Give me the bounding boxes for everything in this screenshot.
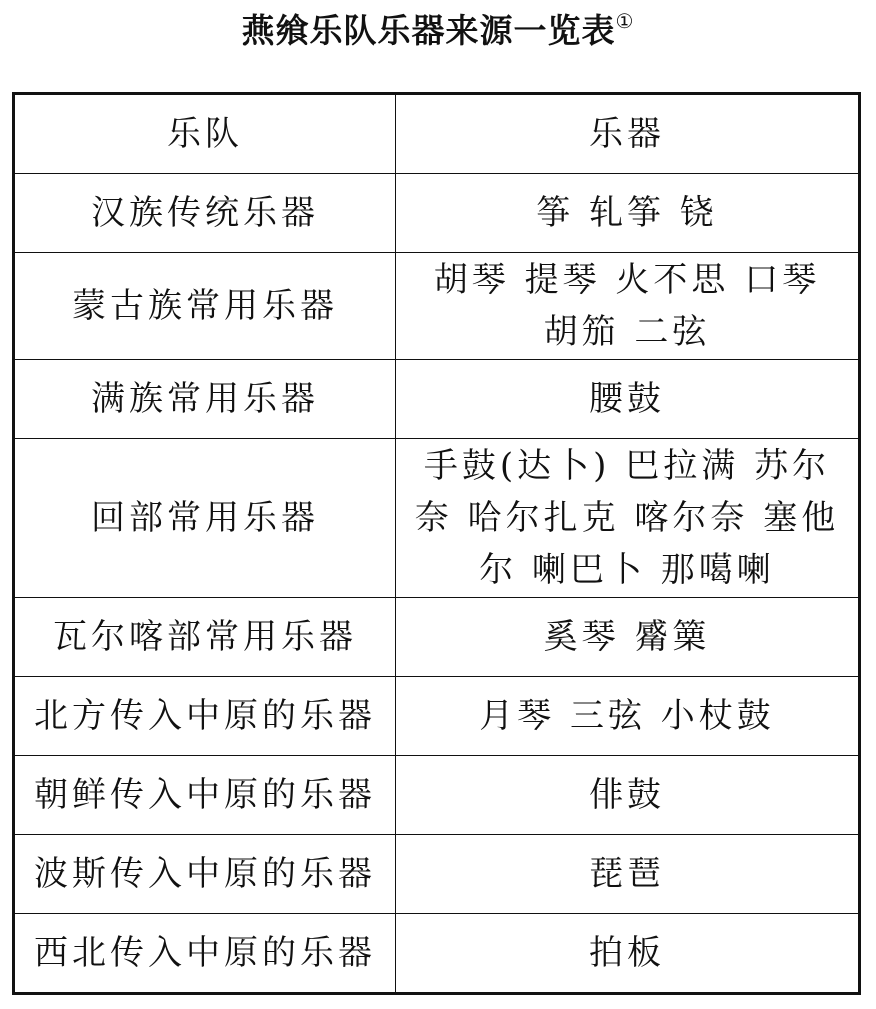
instruments-cell: 筝 轧筝 铙: [396, 174, 860, 253]
instruments-cell: 琵琶: [396, 835, 860, 914]
table-header-row: [14, 94, 860, 174]
band-cell: 波斯传入中原的乐器: [14, 835, 396, 914]
instrument-source-table: [12, 92, 861, 995]
header-band: 乐队: [14, 94, 396, 174]
table-row: [14, 439, 860, 598]
header-instruments: 乐器: [396, 94, 860, 174]
instruments-cell: 月琴 三弦 小杖鼓: [396, 677, 860, 756]
instruments-cell: 拍板: [396, 914, 860, 994]
instruments-cell: 腰鼓: [396, 360, 860, 439]
table-row: [14, 253, 860, 360]
band-cell: 蒙古族常用乐器: [14, 253, 396, 360]
band-cell: 西北传入中原的乐器: [14, 914, 396, 994]
footnote-marker: ①: [615, 9, 635, 33]
band-cell: 北方传入中原的乐器: [14, 677, 396, 756]
instruments-cell: 奚琴 觱篥: [396, 598, 860, 677]
band-cell: 朝鲜传入中原的乐器: [14, 756, 396, 835]
band-cell: 满族常用乐器: [14, 360, 396, 439]
table-row: [14, 174, 860, 253]
table-row: [14, 677, 860, 756]
page-title: [0, 8, 876, 54]
table-row: [14, 914, 860, 994]
instruments-cell: 俳鼓: [396, 756, 860, 835]
instruments-cell: 手鼓(达卜) 巴拉满 苏尔 奈 哈尔扎克 喀尔奈 塞他 尔 喇巴卜 那噶喇: [396, 439, 860, 598]
table-row: [14, 360, 860, 439]
band-cell: 回部常用乐器: [14, 439, 396, 598]
band-cell: 瓦尔喀部常用乐器: [14, 598, 396, 677]
title-text: 燕飨乐队乐器来源一览表: [241, 11, 616, 50]
table-row: [14, 598, 860, 677]
band-cell: 汉族传统乐器: [14, 174, 396, 253]
table-row: [14, 756, 860, 835]
table-row: [14, 835, 860, 914]
instruments-cell: 胡琴 提琴 火不思 口琴 胡笳 二弦: [396, 253, 860, 360]
